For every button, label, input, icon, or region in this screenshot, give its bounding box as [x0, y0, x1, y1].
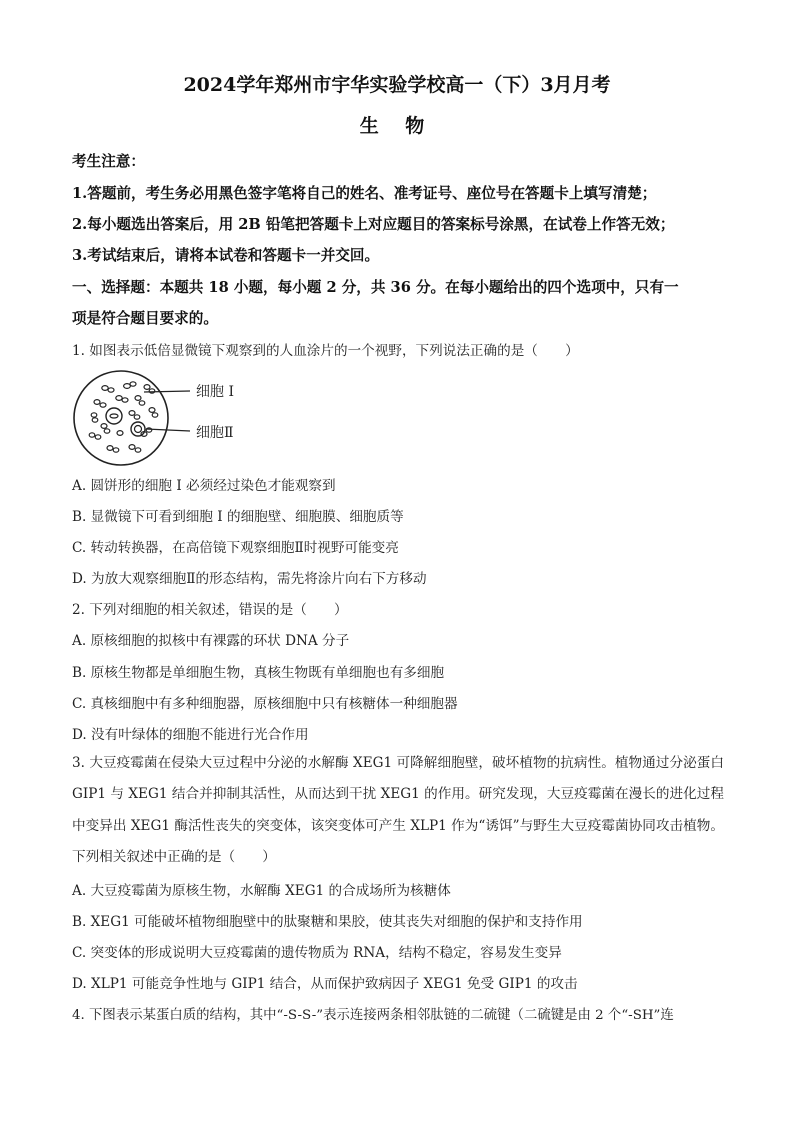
q3-stem: 3. 大豆疫霉菌在侵染大豆过程中分泌的水解酶 XEG1 可降解细胞壁，破坏植物的抗病性。植物通过分泌蛋白 GIP1 与 XEG1 结合并抑制其活性，从而达到干扰 XEG1 的作用。研究发现，大豆疫霉菌在漫长的进化过程中变异出 XEG1 酶活性丧失的突变体，该突变体可产生 XLP1 作为“诱饵”与野生大豆疫霉菌协同攻击植物。下列相关叙述中正确的是（ ）	[72, 755, 725, 865]
notice-heading: 考生注意：	[72, 153, 145, 170]
cell-1-label: 细胞 I	[196, 384, 234, 400]
q3-option-a: A. 大豆疫霉菌为原核生物，水解酶 XEG1 的合成场所为核糖体	[72, 883, 451, 899]
q1-option-a: A. 圆饼形的细胞 I 必须经过染色才能观察到	[72, 478, 336, 494]
notice-item-1: 1.答题前，考生务必用黑色签字笔将自己的姓名、准考证号、座位号在答题卡上填写清楚；	[72, 185, 657, 202]
q1-option-c: C. 转动转换器，在高倍镜下观察细胞Ⅱ时视野可能变亮	[72, 540, 399, 556]
q1-option-d: D. 为放大观察细胞Ⅱ的形态结构，需先将涂片向右下方移动	[72, 571, 427, 587]
microscope-field-diagram	[72, 368, 302, 468]
q2-stem: 2. 下列对细胞的相关叙述，错误的是（ ）	[72, 602, 348, 618]
q4-stem: 4. 下图表示某蛋白质的结构，其中“-S-S-”表示连接两条相邻肽链的二硫键（二硫键是由 2 个“-SH”连	[72, 1008, 674, 1023]
section-heading-line2: 项是符合题目要求的。	[72, 310, 218, 327]
q2-option-b: B. 原核生物都是单细胞生物，真核生物既有单细胞也有多细胞	[72, 665, 445, 681]
q2-option-d: D. 没有叶绿体的细胞不能进行光合作用	[72, 727, 309, 743]
q1-stem: 1. 如图表示低倍显微镜下观察到的人血涂片的一个视野，下列说法正确的是（ ）	[72, 343, 579, 359]
notice-item-3: 3.考试结束后，请将本试卷和答题卡一并交回。	[72, 247, 380, 264]
q2-option-a: A. 原核细胞的拟核中有裸露的环状 DNA 分子	[72, 633, 350, 649]
subject-title: 生 物	[359, 115, 435, 137]
q3-option-b: B. XEG1 可能破坏植物细胞壁中的肽聚糖和果胶，使其丧失对细胞的保护和支持作用	[72, 914, 583, 930]
cell-2-label: 细胞Ⅱ	[196, 425, 234, 441]
blood-smear-figure	[72, 368, 302, 468]
q1-option-b: B. 显微镜下可看到细胞 I 的细胞壁、细胞膜、细胞质等	[72, 509, 404, 525]
q2-option-c: C. 真核细胞中有多种细胞器，原核细胞中只有核糖体一种细胞器	[72, 696, 458, 712]
exam-title: 2024学年郑州市宇华实验学校高一（下）3月月考	[183, 74, 611, 96]
q3-option-c: C. 突变体的形成说明大豆疫霉菌的遗传物质为 RNA，结构不稳定，容易发生变异	[72, 945, 562, 961]
q3-option-d: D. XLP1 可能竞争性地与 GIP1 结合，从而保护致病因子 XEG1 免受 GIP1 的攻击	[72, 976, 578, 992]
section-heading-line1: 一、选择题：本题共 18 小题，每小题 2 分，共 36 分。在每小题给出的四个选项中，只有一	[72, 279, 679, 296]
notice-item-2: 2.每小题选出答案后，用 2B 铅笔把答题卡上对应题目的答案标号涂黑，在试卷上作答无效；	[72, 216, 675, 233]
